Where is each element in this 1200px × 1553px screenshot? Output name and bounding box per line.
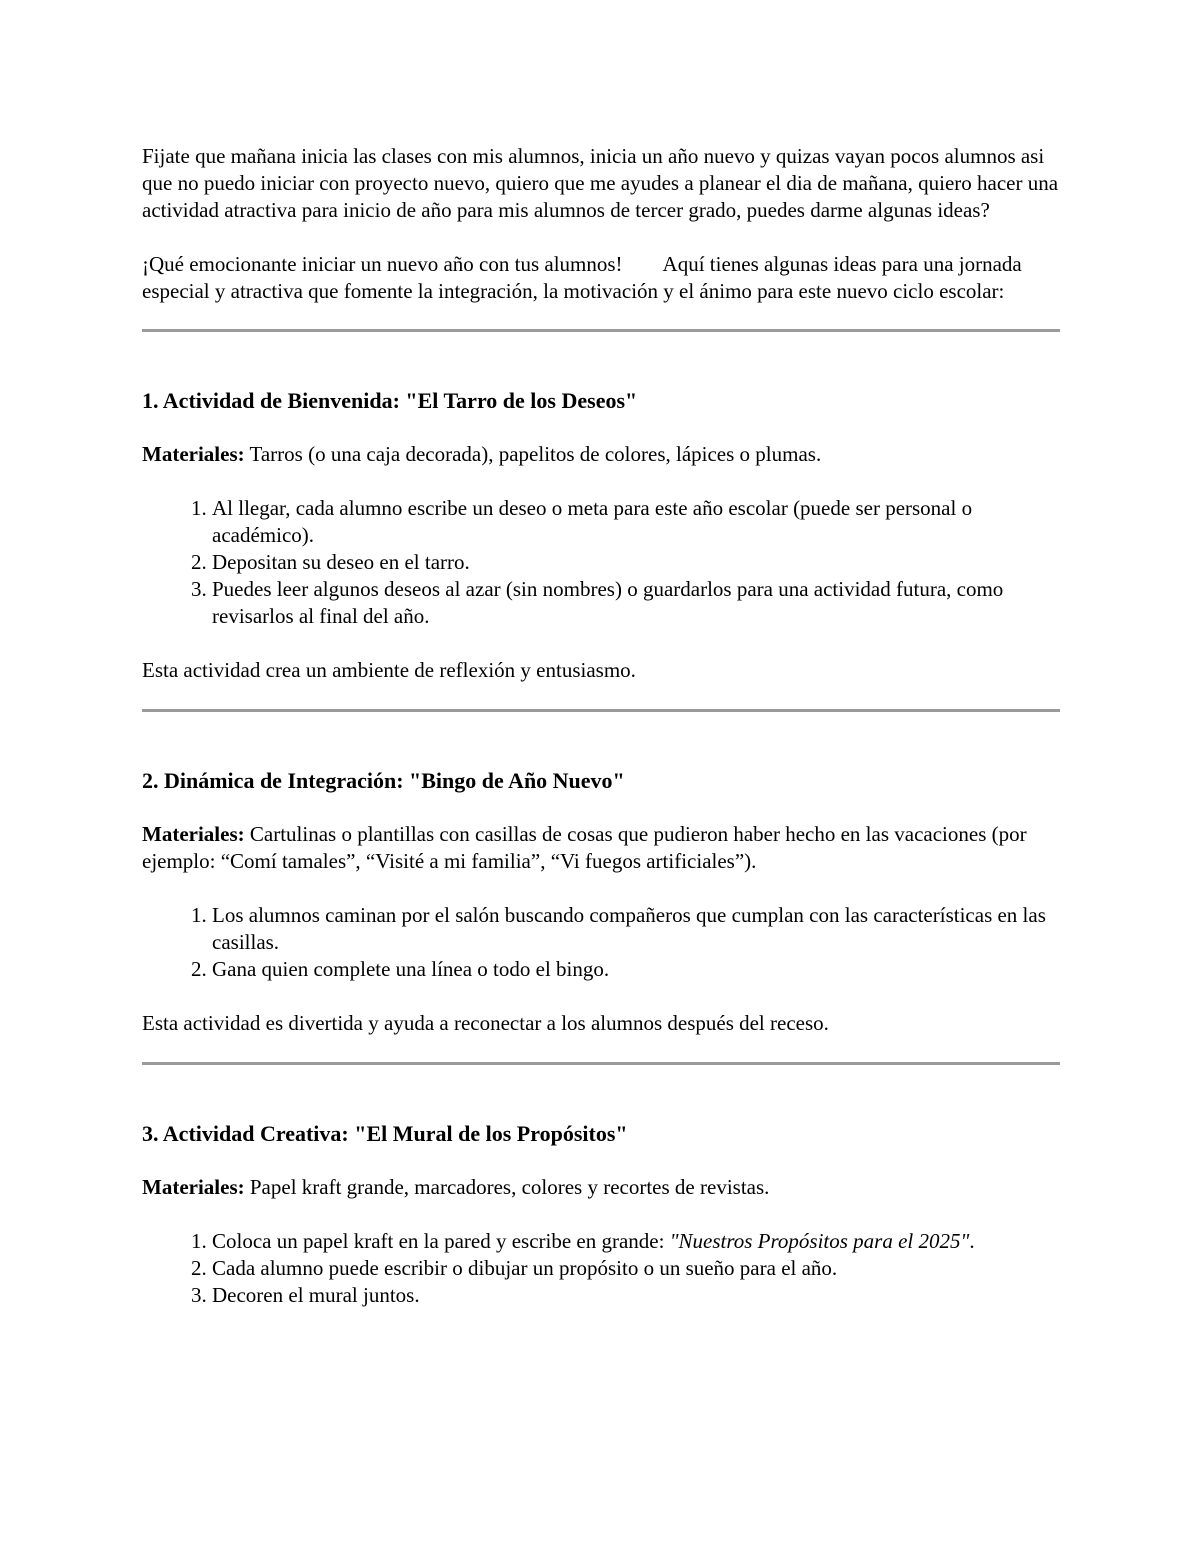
divider-2 [142,709,1060,712]
section-1-title: 1. Actividad de Bienvenida: "El Tarro de los Deseos" [142,388,638,413]
section-3-steps [142,1228,1062,1309]
intro-answer-rest: Aquí tienes algunas ideas para una jornada especial y atractiva que fomente la integración, la motivación y el ánimo para este nuevo ciclo escolar: [142,252,1022,303]
list-item: 2. Gana quien complete una línea o todo el bingo. [212,956,1062,983]
section-2-steps [142,902,1062,983]
section-3-title: 3. Actividad Creativa: "El Mural de los Propósitos" [142,1121,628,1146]
divider-1 [142,329,1060,332]
section-1-materials [142,441,1062,468]
step-italic-title: "Nuestros Propósitos para el 2025" [669,1229,970,1253]
intro-answer-start: ¡Qué emocionante iniciar un nuevo año con tus alumnos! [142,252,623,276]
section-3 [142,1120,1062,1309]
list-item: 2. Depositan su deseo en el tarro. [212,549,1062,576]
divider-3 [142,1062,1060,1065]
section-1-steps [142,495,1062,630]
materials-label: Materiales: [142,442,245,466]
materials-label: Materiales: [142,1175,245,1199]
list-item: 3. Puedes leer algunos deseos al azar (sin nombres) o guardarlos para una actividad futura, como revisarlos al final del año. [212,576,1062,630]
materials-text: Papel kraft grande, marcadores, colores y recortes de revistas. [244,1175,770,1199]
section-3-materials [142,1174,1062,1201]
user-question: Fijate que mañana inicia las clases con mis alumnos, inicia un año nuevo y quizas vayan pocos alumnos asi que no puedo iniciar con proyecto nuevo, quiero que me ayudes a planear el dia de mañana, quiero hacer una actividad atractiva para inicio de año para mis alumnos de tercer grado, puedes darme algunas ideas? [142,144,1059,222]
list-item: 2. Cada alumno puede escribir o dibujar un propósito o un sueño para el año. [212,1255,1062,1282]
step-suffix: . [969,1229,975,1253]
materials-text: Cartulinas o plantillas con casillas de cosas que pudieron haber hecho en las vacaciones (por ejemplo: “Comí tamales”, “Visité a mi familia”, “Vi fuegos artificiales”). [142,822,1027,873]
list-item [212,1228,1062,1255]
document-page [142,143,1062,1309]
section-1 [142,387,1062,684]
list-item: 1. Al llegar, cada alumno escribe un deseo o meta para este año escolar (puede ser personal o académico). [212,495,1062,549]
materials-label: Materiales: [142,822,245,846]
section-2 [142,767,1062,1037]
step-prefix: Coloca un papel kraft en la pared y escribe en grande: [212,1229,670,1253]
materials-text: Tarros (o una caja decorada), papelitos de colores, lápices o plumas. [244,442,822,466]
section-2-title: 2. Dinámica de Integración: "Bingo de Año Nuevo" [142,768,625,793]
section-2-materials [142,821,1062,875]
list-item: 1. Los alumnos caminan por el salón buscando compañeros que cumplan con las características en las casillas. [212,902,1062,956]
section-1-closing: Esta actividad crea un ambiente de reflexión y entusiasmo. [142,658,636,682]
assistant-intro [142,251,1062,305]
list-item: 3. Decoren el mural juntos. [212,1282,1062,1309]
section-2-closing: Esta actividad es divertida y ayuda a reconectar a los alumnos después del receso. [142,1011,829,1035]
